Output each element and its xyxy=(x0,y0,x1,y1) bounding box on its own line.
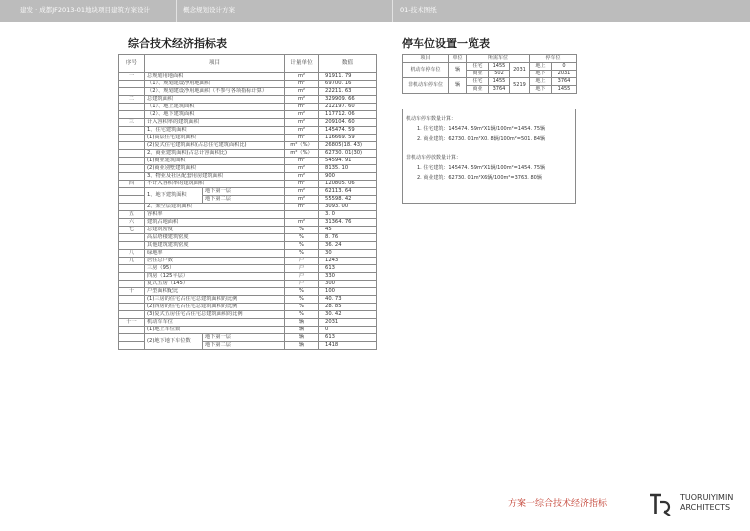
table-row xyxy=(119,272,377,280)
row-value: 22211. 63 xyxy=(319,88,377,96)
table-row xyxy=(119,219,377,227)
row-number xyxy=(119,126,145,134)
row-value: 31364. 76 xyxy=(319,219,377,227)
header-divider xyxy=(176,0,177,22)
row-number xyxy=(119,342,145,350)
row-item: (2)地下地下车位数 xyxy=(145,334,203,349)
row-unit: m² xyxy=(285,196,319,204)
parking-header-unit: 单位 xyxy=(449,55,467,63)
row-number xyxy=(119,142,145,150)
row-number xyxy=(119,334,145,342)
row-number: 一 xyxy=(119,73,145,81)
row-value: 30. 42 xyxy=(319,311,377,319)
table-row xyxy=(119,211,377,219)
row-value: 116669. 59 xyxy=(319,134,377,142)
parking-header-required: 所需车位 xyxy=(467,55,530,63)
nonmotor-type: 商业 xyxy=(467,86,489,94)
table-row xyxy=(119,96,377,104)
row-unit: 户 xyxy=(285,280,319,288)
row-unit: 辆 xyxy=(285,319,319,327)
row-unit: % xyxy=(285,288,319,296)
row-unit: % xyxy=(285,234,319,242)
row-value: 209104. 60 xyxy=(319,119,377,127)
row-item: 户型面积配比 xyxy=(145,288,285,296)
row-unit: 辆 xyxy=(285,326,319,334)
nonmotor-count: 1455 xyxy=(552,86,577,94)
row-value: 55598. 42 xyxy=(319,196,377,204)
table-row xyxy=(119,280,377,288)
row-unit: m² xyxy=(285,188,319,196)
table-row xyxy=(119,295,377,303)
motor-level: 地下 xyxy=(530,70,552,78)
table-row xyxy=(119,149,377,157)
row-unit: % xyxy=(285,226,319,234)
table-row xyxy=(119,73,377,81)
nonmotor-level: 地下 xyxy=(530,86,552,94)
row-unit: 户 xyxy=(285,257,319,265)
row-unit: m² xyxy=(285,119,319,127)
row-item: (3)复式五房住宅占住宅总建筑面积的比例 xyxy=(145,311,285,319)
row-unit: m² xyxy=(285,180,319,188)
parking-header-item: 项目 xyxy=(403,55,449,63)
row-number xyxy=(119,234,145,242)
motor-total: 2031 xyxy=(510,62,530,78)
row-value: 1243 xyxy=(319,257,377,265)
parking-table xyxy=(402,54,577,94)
row-number xyxy=(119,134,145,142)
row-value: 212197. 60 xyxy=(319,103,377,111)
motor-calc-line: 1. 住宅建筑：145474. 59m²X1辆/100m²=1454. 75辆 xyxy=(417,126,546,132)
row-item: 机动车车位 xyxy=(145,319,285,327)
row-value: 900 xyxy=(319,172,377,180)
row-sub: 地下第一层 xyxy=(203,188,285,196)
row-value: 30 xyxy=(319,249,377,257)
row-item: (2)商业别墅建筑面积 xyxy=(145,165,285,173)
row-value: 36. 24 xyxy=(319,242,377,250)
table-row xyxy=(119,157,377,165)
table-row xyxy=(119,326,377,334)
technical-indicators-table xyxy=(118,54,377,350)
row-item: 四房（125平层） xyxy=(145,272,285,280)
nonmotor-calc-line: 1. 住宅建筑：145474. 59m²X1辆/100m²=1454. 75辆 xyxy=(417,165,546,171)
brand-line: TUORUIYIMIN xyxy=(680,493,734,502)
row-value: 69700. 16 xyxy=(319,80,377,88)
row-unit: m² xyxy=(285,96,319,104)
row-item: 2、架空层建筑面积 xyxy=(145,203,285,211)
row-number xyxy=(119,311,145,319)
row-unit: m² xyxy=(285,157,319,165)
nonmotor-calc-title: 非机动车停放数量计算： xyxy=(406,155,462,161)
table-row xyxy=(119,311,377,319)
motor-unit: 辆 xyxy=(449,62,467,78)
row-value: 117712. 06 xyxy=(319,111,377,119)
row-number xyxy=(119,272,145,280)
row-item: (1)三房的住宅占住宅总建筑面积的比例 xyxy=(145,295,285,303)
tr-logo-icon xyxy=(648,492,672,516)
row-unit: m² xyxy=(285,165,319,173)
row-number xyxy=(119,295,145,303)
row-number: 七 xyxy=(119,226,145,234)
row-value: 91911. 79 xyxy=(319,73,377,81)
header-phase: 概念规划设计方案 xyxy=(183,6,235,14)
row-value: 3093. 00 xyxy=(319,203,377,211)
row-item: （1）、地上建筑面积 xyxy=(145,103,285,111)
row-number xyxy=(119,303,145,311)
nonmotor-label: 非机动车停车位 xyxy=(403,78,449,94)
header-section: 01-技术图纸 xyxy=(400,6,437,14)
row-value: 100 xyxy=(319,288,377,296)
row-number xyxy=(119,149,145,157)
row-value: 8135. 10 xyxy=(319,165,377,173)
row-number xyxy=(119,280,145,288)
motor-calc-line: 2. 商业建筑：62730. 01m²X0. 8辆/100m²=501. 84辆 xyxy=(417,136,546,142)
header-project-title: 建发 · 成都JF2013-01地块项目建筑方案设计 xyxy=(20,6,151,14)
row-item: （1）、规划建设净用地面积 xyxy=(145,80,285,88)
motor-calc-title: 机动车停车数量计算： xyxy=(406,116,457,122)
row-number: 十一 xyxy=(119,319,145,327)
row-unit: m² xyxy=(285,80,319,88)
table-row xyxy=(119,103,377,111)
row-unit: 户 xyxy=(285,272,319,280)
row-value: 300 xyxy=(319,280,377,288)
row-unit: 户 xyxy=(285,265,319,273)
row-number xyxy=(119,203,145,211)
parking-table-title: 停车位设置一览表 xyxy=(402,37,490,50)
row-unit: m² xyxy=(285,111,319,119)
table-row xyxy=(119,257,377,265)
parking-row xyxy=(403,62,577,70)
row-number xyxy=(119,196,145,204)
row-item: 容积率 xyxy=(145,211,285,219)
row-value: 120805. 06 xyxy=(319,180,377,188)
row-unit: m² xyxy=(285,126,319,134)
header-divider xyxy=(392,0,393,22)
row-number xyxy=(119,165,145,173)
row-unit: % xyxy=(285,311,319,319)
table-row xyxy=(119,126,377,134)
header-unit: 计量单位 xyxy=(285,55,319,73)
motor-type: 住宅 xyxy=(467,62,489,70)
header-no: 序号 xyxy=(119,55,145,73)
row-item: 居住总户数 xyxy=(145,257,285,265)
table-row xyxy=(119,249,377,257)
header-item: 项目 xyxy=(145,55,285,73)
parking-row xyxy=(403,78,577,86)
table-row xyxy=(119,265,377,273)
row-item: 其他建筑建筑密度 xyxy=(145,242,285,250)
row-unit: 辆 xyxy=(285,334,319,342)
row-item: 建筑占地面积 xyxy=(145,219,285,227)
row-item: (1)商业建筑面积 xyxy=(145,157,285,165)
row-number: 二 xyxy=(119,96,145,104)
row-value: 45 xyxy=(319,226,377,234)
row-item: (1)高层住宅建筑面积 xyxy=(145,134,285,142)
nonmotor-required: 3764 xyxy=(489,86,510,94)
nonmotor-level: 地上 xyxy=(530,78,552,86)
row-unit: % xyxy=(285,303,319,311)
row-number: 四 xyxy=(119,180,145,188)
motor-required: 502 xyxy=(489,70,510,78)
row-number: 十 xyxy=(119,288,145,296)
row-number xyxy=(119,188,145,196)
row-number: 六 xyxy=(119,219,145,227)
row-sub: 地下第二层 xyxy=(203,342,285,350)
brand-line: ARCHITECTS xyxy=(680,503,731,512)
row-item: 总建筑密度 xyxy=(145,226,285,234)
row-number xyxy=(119,111,145,119)
table-row xyxy=(119,172,377,180)
top-header-bar xyxy=(0,0,750,22)
row-unit: % xyxy=(285,295,319,303)
parking-calculation-box xyxy=(402,109,576,204)
row-item: (1)地上车位数 xyxy=(145,326,285,334)
row-value: 62730. 01(30) xyxy=(319,149,377,157)
row-unit: m² xyxy=(285,103,319,111)
row-item: 复式五房（145） xyxy=(145,280,285,288)
table-row xyxy=(119,319,377,327)
row-number xyxy=(119,80,145,88)
table-row xyxy=(119,188,377,196)
row-value: 0 xyxy=(319,326,377,334)
row-value: 145474. 59 xyxy=(319,126,377,134)
main-table-title: 综合技术经济指标表 xyxy=(128,37,227,50)
row-unit: m² xyxy=(285,172,319,180)
row-number xyxy=(119,242,145,250)
row-item: （2）、地下建筑面积 xyxy=(145,111,285,119)
table-row xyxy=(119,334,377,342)
row-unit: m² xyxy=(285,219,319,227)
table-row xyxy=(119,165,377,173)
row-value: 26805(18. 43) xyxy=(319,142,377,150)
table-row xyxy=(119,88,377,96)
row-value: 40. 73 xyxy=(319,295,377,303)
row-item: （2）、规划建设净用地面积（不参与各项指标计算） xyxy=(145,88,285,96)
row-number: 九 xyxy=(119,257,145,265)
header-value: 数值 xyxy=(319,55,377,73)
main-header-row xyxy=(119,55,377,73)
row-item: (2)复式住宅建筑面积(占总住宅建筑面积比) xyxy=(145,142,285,150)
row-item: (2)四房的住宅占住宅总建筑面积的比例 xyxy=(145,303,285,311)
row-number xyxy=(119,326,145,334)
row-item: 1、住宅建筑面积 xyxy=(145,126,285,134)
row-item: 2、商业建筑面积(占总计容面积比) xyxy=(145,149,285,157)
footer-title: 方案一综合技术经济指标 xyxy=(508,499,608,509)
row-value: 54594. 91 xyxy=(319,157,377,165)
table-row xyxy=(119,134,377,142)
motor-label: 机动车停车位 xyxy=(403,62,449,78)
row-number xyxy=(119,88,145,96)
row-value: 329909. 66 xyxy=(319,96,377,104)
row-item: 三房（95） xyxy=(145,265,285,273)
table-row xyxy=(119,203,377,211)
row-number xyxy=(119,157,145,165)
motor-level: 地上 xyxy=(530,62,552,70)
table-row xyxy=(119,226,377,234)
row-unit: 辆 xyxy=(285,342,319,350)
table-row xyxy=(119,234,377,242)
row-value: 330 xyxy=(319,272,377,280)
row-unit: m²（%） xyxy=(285,142,319,150)
row-number xyxy=(119,103,145,111)
brand-name xyxy=(680,493,733,513)
table-row xyxy=(119,303,377,311)
nonmotor-calc-line: 2. 商业建筑：62730. 01m²X6辆/100m²=3763. 80辆 xyxy=(417,175,542,181)
row-item: 绿地率 xyxy=(145,249,285,257)
row-unit: % xyxy=(285,242,319,250)
row-value: 1418 xyxy=(319,342,377,350)
row-sub: 地下第二层 xyxy=(203,196,285,204)
row-unit xyxy=(285,211,319,219)
row-unit: m²（%） xyxy=(285,149,319,157)
nonmotor-unit: 辆 xyxy=(449,78,467,94)
nonmotor-count: 3764 xyxy=(552,78,577,86)
nonmotor-total: 5219 xyxy=(510,78,530,94)
table-row xyxy=(119,142,377,150)
table-row xyxy=(119,111,377,119)
motor-count: 0 xyxy=(552,62,577,70)
row-value: 2031 xyxy=(319,319,377,327)
row-unit: m² xyxy=(285,88,319,96)
table-row xyxy=(119,180,377,188)
row-value: 3. 0 xyxy=(319,211,377,219)
row-number: 五 xyxy=(119,211,145,219)
row-item: 3、物业及社区配套用房建筑面积 xyxy=(145,172,285,180)
row-value: 8. 76 xyxy=(319,234,377,242)
row-item: 总建筑面积 xyxy=(145,96,285,104)
row-item: 高层塔楼建筑密度 xyxy=(145,234,285,242)
row-item: 计入容积率的建筑面积 xyxy=(145,119,285,127)
row-value: 613 xyxy=(319,265,377,273)
row-unit: % xyxy=(285,249,319,257)
row-number: 八 xyxy=(119,249,145,257)
row-unit: m² xyxy=(285,73,319,81)
table-row xyxy=(119,80,377,88)
motor-type: 商业 xyxy=(467,70,489,78)
nonmotor-type: 住宅 xyxy=(467,78,489,86)
table-row xyxy=(119,119,377,127)
motor-required: 1455 xyxy=(489,62,510,70)
row-item: 总规划用地面积 xyxy=(145,73,285,81)
row-value: 62113. 64 xyxy=(319,188,377,196)
row-number xyxy=(119,265,145,273)
row-item: 1、地下建筑面积 xyxy=(145,188,203,203)
nonmotor-required: 1455 xyxy=(489,78,510,86)
row-unit: m² xyxy=(285,134,319,142)
row-unit: m² xyxy=(285,203,319,211)
parking-header-provided: 停车位 xyxy=(530,55,577,63)
motor-count: 2031 xyxy=(552,70,577,78)
row-value: 28. 85 xyxy=(319,303,377,311)
row-sub: 地下第一层 xyxy=(203,334,285,342)
table-row xyxy=(119,242,377,250)
row-number xyxy=(119,172,145,180)
row-item: 不计入容积率的建筑面积 xyxy=(145,180,285,188)
row-number: 三 xyxy=(119,119,145,127)
parking-header-row xyxy=(403,55,577,63)
row-value: 613 xyxy=(319,334,377,342)
table-row xyxy=(119,288,377,296)
